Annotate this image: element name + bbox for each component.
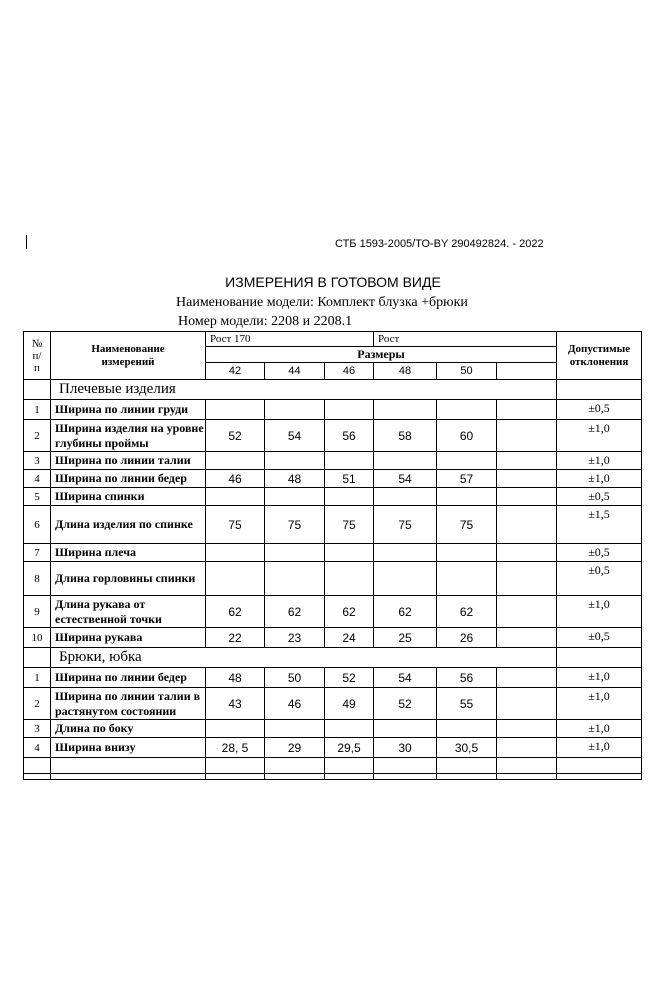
measurement-name: Длина по боку <box>51 720 206 738</box>
empty-cell <box>51 758 206 774</box>
tolerance-value: ±0,5 <box>557 544 642 562</box>
tolerance-value: ±1,0 <box>557 688 642 720</box>
empty-cell <box>265 758 325 774</box>
size-header-cell: 42 <box>206 363 265 380</box>
section-title: Брюки, юбка <box>51 648 557 668</box>
measurement-value <box>497 720 557 738</box>
empty-cell <box>206 758 265 774</box>
measurement-name: Ширина по линии бедер <box>51 470 206 488</box>
measurement-value <box>265 562 325 596</box>
measurement-value <box>497 688 557 720</box>
measurement-value: 75 <box>374 506 437 544</box>
empty-cell <box>557 758 642 774</box>
measurement-value: 24 <box>325 628 374 648</box>
measurement-name: Длина горловины спинки <box>51 562 206 596</box>
measurement-row <box>24 506 642 544</box>
section-empty-cell <box>24 648 51 668</box>
measurement-value <box>374 720 437 738</box>
measurement-value: 30 <box>374 738 437 758</box>
measurement-row <box>24 544 642 562</box>
tolerance-value: ±1,0 <box>557 452 642 470</box>
empty-cell <box>325 758 374 774</box>
measurement-row <box>24 688 642 720</box>
growth-header-170: Рост 170 <box>206 332 374 347</box>
measurement-row <box>24 668 642 688</box>
measurement-value <box>265 544 325 562</box>
measurement-value: 30,5 <box>437 738 497 758</box>
tolerance-value: ±0,5 <box>557 628 642 648</box>
tolerance-value: ±1,0 <box>557 596 642 628</box>
measurement-row <box>24 452 642 470</box>
measurement-value <box>265 400 325 420</box>
measurement-value <box>497 668 557 688</box>
tolerance-header-line: Допустимые <box>567 342 631 355</box>
section-empty-cell <box>557 380 642 400</box>
measurement-value <box>325 400 374 420</box>
row-number: 6 <box>24 506 51 544</box>
tolerance-value: ±1,0 <box>557 470 642 488</box>
num-header <box>24 332 51 380</box>
measurement-value <box>497 562 557 596</box>
measurement-value <box>374 452 437 470</box>
measurement-value: 46 <box>265 688 325 720</box>
measurement-value <box>265 720 325 738</box>
measurement-value <box>497 488 557 506</box>
section-title-row <box>24 648 642 668</box>
measurement-value <box>206 544 265 562</box>
measurement-value <box>206 720 265 738</box>
tolerance-value: ±1,0 <box>557 420 642 452</box>
row-number: 8 <box>24 562 51 596</box>
size-header-cell: 46 <box>325 363 374 380</box>
measurement-value: 54 <box>265 420 325 452</box>
measurement-value <box>265 488 325 506</box>
measurement-value <box>265 452 325 470</box>
measurement-value: 75 <box>265 506 325 544</box>
empty-cell <box>437 758 497 774</box>
model-name: Наименование модели: Комплект блузка +брюки <box>176 295 468 310</box>
header-row-growth <box>24 332 642 347</box>
measurement-row <box>24 562 642 596</box>
empty-cell <box>325 774 374 780</box>
empty-cell <box>497 758 557 774</box>
measurement-value: 51 <box>325 470 374 488</box>
measurement-value: 54 <box>374 470 437 488</box>
empty-cell <box>497 774 557 780</box>
measurement-name: Ширина внизу <box>51 738 206 758</box>
section-empty-cell <box>557 648 642 668</box>
measurements-table-body <box>24 332 642 780</box>
row-number: 4 <box>24 738 51 758</box>
standard-reference: СТБ 1593-2005/ТО-BY 290492824. - 2022 <box>335 238 544 250</box>
measurement-value <box>206 488 265 506</box>
name-header-line: Наименование <box>91 342 165 355</box>
measurement-value <box>437 544 497 562</box>
measurement-value: 29,5 <box>325 738 374 758</box>
num-header-line: № <box>31 337 43 350</box>
measurement-value <box>437 488 497 506</box>
measurement-value <box>325 720 374 738</box>
measurement-value <box>497 452 557 470</box>
measurement-value: 50 <box>265 668 325 688</box>
measurement-value: 29 <box>265 738 325 758</box>
measurement-value: 54 <box>374 668 437 688</box>
measurement-value: 52 <box>374 688 437 720</box>
measurement-value: 46 <box>206 470 265 488</box>
growth-header-2: Рост <box>374 332 557 347</box>
empty-cell <box>51 774 206 780</box>
row-number: 2 <box>24 688 51 720</box>
tolerance-value: ±1,0 <box>557 738 642 758</box>
measurement-value: 52 <box>325 668 374 688</box>
measurement-value: 62 <box>206 596 265 628</box>
measurement-value <box>437 562 497 596</box>
row-number: 9 <box>24 596 51 628</box>
measurement-value <box>497 544 557 562</box>
measurement-name: Ширина изделия на уровне глубины проймы <box>51 420 206 452</box>
empty-cell <box>206 774 265 780</box>
measurement-value: 25 <box>374 628 437 648</box>
name-header-line: измерений <box>101 355 155 368</box>
measurement-value: 52 <box>206 420 265 452</box>
measurement-name: Длина рукава от естественной точки <box>51 596 206 628</box>
section-title-row <box>24 380 642 400</box>
measurement-value: 55 <box>437 688 497 720</box>
measurement-value: 75 <box>437 506 497 544</box>
measurement-name: Ширина по линии талии в растянутом состоянии <box>51 688 206 720</box>
measurement-value <box>497 506 557 544</box>
size-header-cell: 44 <box>265 363 325 380</box>
measurement-value: 26 <box>437 628 497 648</box>
measurement-name: Ширина спинки <box>51 488 206 506</box>
measurement-value: 49 <box>325 688 374 720</box>
measurement-value <box>374 562 437 596</box>
size-header-cell: 48 <box>374 363 437 380</box>
size-header-cell: 50 <box>437 363 497 380</box>
measurement-value <box>497 738 557 758</box>
measurement-row <box>24 470 642 488</box>
measurement-value <box>206 452 265 470</box>
measurement-row <box>24 400 642 420</box>
text-cursor-mark <box>26 235 27 249</box>
measurement-value: 56 <box>437 668 497 688</box>
measurements-table <box>23 331 642 780</box>
measurement-name: Длина изделия по спинке <box>51 506 206 544</box>
empty-cell <box>437 774 497 780</box>
measurement-row <box>24 420 642 452</box>
measurement-value: 57 <box>437 470 497 488</box>
row-number: 3 <box>24 720 51 738</box>
measurement-value <box>325 488 374 506</box>
measurement-row <box>24 596 642 628</box>
measurement-value <box>374 544 437 562</box>
measurement-value <box>497 420 557 452</box>
num-header-line: п/ <box>32 349 42 362</box>
measurement-value <box>374 488 437 506</box>
section-empty-cell <box>24 380 51 400</box>
tolerance-value: ±1,0 <box>557 668 642 688</box>
num-header-line: п <box>34 361 40 374</box>
measurement-value <box>325 452 374 470</box>
empty-cell <box>557 774 642 780</box>
row-number: 4 <box>24 470 51 488</box>
section-title: Плечевые изделия <box>51 380 557 400</box>
measurement-value: 62 <box>265 596 325 628</box>
measurement-value <box>497 596 557 628</box>
model-number: Номер модели: 2208 и 2208.1 <box>178 314 353 329</box>
row-number: 2 <box>24 420 51 452</box>
empty-cell <box>24 774 51 780</box>
measurement-value: 62 <box>437 596 497 628</box>
measurement-value: 28, 5 <box>206 738 265 758</box>
tolerance-value: ±0,5 <box>557 400 642 420</box>
measurement-value: 60 <box>437 420 497 452</box>
size-header-cell <box>497 363 557 380</box>
name-header <box>51 332 206 380</box>
document-title: ИЗМЕРЕНИЯ В ГОТОВОМ ВИДЕ <box>225 274 441 290</box>
row-number: 3 <box>24 452 51 470</box>
measurement-value: 56 <box>325 420 374 452</box>
measurement-row <box>24 628 642 648</box>
tolerance-value: ±0,5 <box>557 562 642 596</box>
measurement-value: 62 <box>374 596 437 628</box>
measurement-row <box>24 738 642 758</box>
row-number: 5 <box>24 488 51 506</box>
measurement-value: 23 <box>265 628 325 648</box>
measurement-value <box>325 544 374 562</box>
tolerance-header-line: отклонения <box>569 355 629 368</box>
measurement-value: 58 <box>374 420 437 452</box>
tolerance-value: ±1,0 <box>557 720 642 738</box>
measurement-value: 75 <box>325 506 374 544</box>
measurement-value: 48 <box>265 470 325 488</box>
measurement-name: Ширина по линии груди <box>51 400 206 420</box>
measurement-value <box>437 452 497 470</box>
empty-cell <box>374 774 437 780</box>
sizes-header: Размеры <box>206 347 557 363</box>
measurement-value: 62 <box>325 596 374 628</box>
row-number: 10 <box>24 628 51 648</box>
measurement-value <box>497 470 557 488</box>
measurement-value: 43 <box>206 688 265 720</box>
measurement-name: Ширина плеча <box>51 544 206 562</box>
measurement-value <box>497 400 557 420</box>
empty-cell <box>24 758 51 774</box>
tolerance-header <box>557 332 642 380</box>
measurement-name: Ширина рукава <box>51 628 206 648</box>
empty-cell <box>374 758 437 774</box>
empty-cell <box>265 774 325 780</box>
measurement-name: Ширина по линии талии <box>51 452 206 470</box>
measurement-value: 75 <box>206 506 265 544</box>
measurement-row <box>24 720 642 738</box>
row-number: 1 <box>24 400 51 420</box>
measurement-value: 48 <box>206 668 265 688</box>
tolerance-value: ±1,5 <box>557 506 642 544</box>
empty-row <box>24 774 642 780</box>
measurement-value <box>437 720 497 738</box>
measurement-value <box>206 562 265 596</box>
measurement-value <box>374 400 437 420</box>
measurement-value <box>497 628 557 648</box>
row-number: 1 <box>24 668 51 688</box>
empty-row <box>24 758 642 774</box>
measurement-row <box>24 488 642 506</box>
row-number: 7 <box>24 544 51 562</box>
tolerance-value: ±0,5 <box>557 488 642 506</box>
measurement-value <box>325 562 374 596</box>
measurement-name: Ширина по линии бедер <box>51 668 206 688</box>
measurement-value <box>437 400 497 420</box>
measurement-value <box>206 400 265 420</box>
measurement-value: 22 <box>206 628 265 648</box>
